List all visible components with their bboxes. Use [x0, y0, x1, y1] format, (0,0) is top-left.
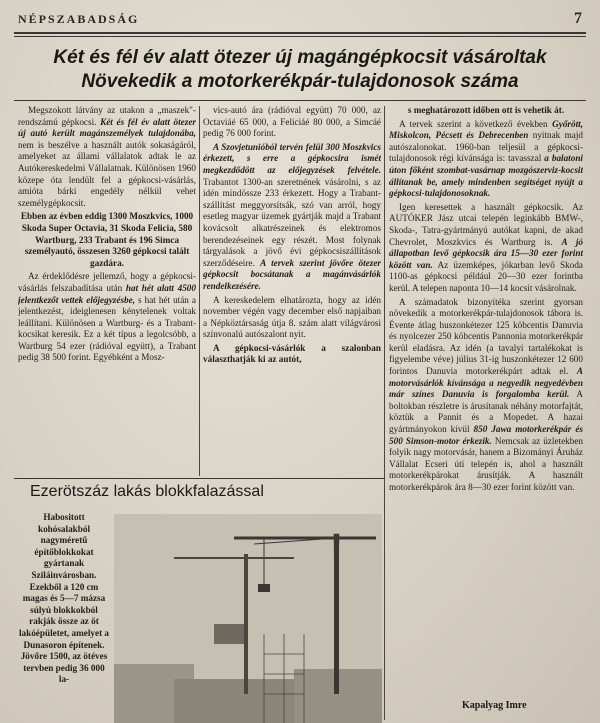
- col2-p2b: Trabantot 1300-an szeretnének vásárolni, s az idén mindössze 233 érkezett. Hogy a Trabant-szállítást meggyorsítsák, szó van arról, hogy esetleg magyar üzemek gyártják majd a Trabant kovácsolt alkatrészeinek és elektromos berendezéseinek egy részét. Most folynak tárgyalások a jövő évi gépkocsiszállítások szerződéseire.: [203, 176, 381, 268]
- page-number: 7: [574, 10, 582, 27]
- article-column-1: [18, 105, 196, 477]
- col3-p2b: Az üzemképes, jókarban levő Skoda 1100-as gépkocsi például 20—30 ezer forintba kerül. A telepen naponta 10—14 kocsit vásárolnak.: [389, 259, 583, 293]
- col3-p3d: Nemcsak az üzletekben folyik nagy motorvásár, hanem a Bizományi Áruház Vállalat Ecseri úti telepén is, ahol a használt motorkerékpárokat árusítják. A használt motorkerékpárok ára 8—30 ezer forint között van.: [389, 435, 583, 492]
- col1-stats: Ebben az évben eddig 1300 Moszkvics, 1000 Skoda Super Octavia, 31 Skoda Felicia, 580 Wartburg, 233 Trabant és 196 Simca személyautó, összesen 3260 gépkocsi talált gazdára.: [20, 211, 194, 268]
- col2-p3: A kereskedelem elhatározta, hogy az idén november végén vagy december első napjaiban a Népköztársaság útja 8. szám alatt világvárosi színvonalú autószalont nyit.: [203, 294, 381, 340]
- col2-p2-emph: A Szovjetunióból tervén felül 300 Moszkvics érkezett, s erre a gépkocsira ismét megkezdődött az előjegyzések felvétele.: [203, 141, 381, 175]
- col3-p3: A számadatok bizonyítéka szerint gyorsan növekedik a motorkerékpár-tulajdonosok tábora is. Évente átlag huszonkétezer 125 köbcentis Danuvia és nyolcezer 250 köbcentis Pannonia motorkerékpár kerül eladásra. Az idén (a tavalyi tartalékokat is figyelembe véve) július 31-ig huszonkétezer 12 600 forintos Danuvia motorkerékpárt adtak el.: [389, 296, 583, 377]
- col3-p0: s meghatározott időben ott is vehetik át.: [407, 105, 565, 115]
- main-headline: [14, 46, 586, 94]
- col3-p1-emph: Győrött, Miskolcon, Pécsett és Debrecenben: [389, 118, 583, 141]
- col3-p2-emph: A jó állapotban levő gépkocsik ára 15—30 ezer forint között van.: [389, 236, 583, 270]
- col2-p2c-emph: A tervek szerint jövőre ötezer gépkocsit bocsátanak a magánvásárlók rendelkezésére.: [203, 257, 381, 291]
- col3-p2: Igen keresettek a használt gépkocsik. Az AUTÓKER Jász utcai telepén leginkább BMW-, Skoda-, Tatra-gyártmányú autókat kapni, de akad Chevrolet, Moszkvics és Wartburg is.: [389, 201, 583, 247]
- column-divider-2: [384, 106, 385, 720]
- sub-article-text: [18, 512, 110, 723]
- headline-line1: Két és fél év alatt ötezer új magángépkocsit vásároltak: [53, 47, 547, 68]
- headline-line2: Növekedik a motorkerékpár-tulajdonosok száma: [81, 71, 519, 92]
- col1-p3b: s hat hét után a jelentkezést, ideiglenesen kénytelenek voltak leállítani. Különösen a Wartburg- és a Trabant-kocsikat keresik. Ez a két típus a legolcsóbb, a Wartburg 54 ezer (rádióval együtt), a Trabant pedig 38 500 forint. Egyébként a Mosz-: [18, 294, 196, 363]
- col3-p1c-emph: a balatoni úton főként szombat-vasárnap mozgószerviz-kocsit állítanak be, amely mindenben segítséget nyújt a gépkocsi-tulajdonosoknak.: [389, 153, 583, 199]
- col3-p1b: nyitnak majd autószalonokat. 1960-ban teljesül a gépkocsi-tulajdonosok régi kívánsága is: tavasszal: [389, 130, 583, 164]
- paper-name: NÉPSZABADSÁG: [18, 11, 140, 26]
- column-divider-1: [199, 106, 200, 476]
- col1-p1-emph: Két és fél év alatt ötezer új autó került magánszemélyek tulajdonába,: [18, 116, 196, 139]
- byline: Kapalyag Imre: [462, 700, 527, 711]
- masthead-rule-thin: [14, 36, 586, 37]
- col3-p3b: A boltokban részletre is árusítanak néhány motorfajtát, köztük a Pannit és a Mopedet. A hazai gyártmányokon kívül: [389, 389, 583, 435]
- masthead: [18, 8, 582, 30]
- col3-p3-emph: A motorvásárlók kívánsága a negyedik negyedévben már színes Danuvia is forgalomba kerül.: [389, 366, 583, 400]
- construction-crane-photo: [114, 514, 382, 723]
- masthead-rule: [14, 32, 586, 34]
- col2-p1: vics-autó ára (rádióval együtt) 70 000, az Octaviáé 65 000, a Feliciáé 80 000, a Simcáé pedig 76 000 forint.: [203, 105, 381, 139]
- headline-rule: [14, 100, 586, 101]
- sub-article-body: Habositott kohósalakból nagyméretű építőblokkokat gyártanak Sziláinvárosban. Ezekből a 120 cm magas és 5—7 mázsa súlyú blokkokból rakják össze az öt lakóépületet, amelyet a Dunasoron építenek. Jövőre 1500, az ötéves tervben pedig 36 000 la-: [18, 512, 110, 685]
- article-column-2: [203, 105, 381, 477]
- col3-p1: A tervek szerint a következő években: [399, 118, 548, 129]
- col2-p4: A gépkocsi-vásárlók a szalonban választhatják ki az autót,: [203, 342, 381, 365]
- col1-p1: Megszokott látvány az utakon a „maszek"-rendszámú gépkocsi.: [18, 105, 196, 127]
- sub-article-headline: Ezerötszáz lakás blokkfalazással: [30, 483, 264, 500]
- col1-p3-emph: hat hét alatt 4500 jelentkezőt vettek előjegyzésbe,: [18, 282, 196, 305]
- crane-illustration: [114, 514, 382, 723]
- sub-article-rule: [14, 478, 384, 479]
- col1-p3: Az érdeklődésre jellemző, hogy a gépkocsi-vásárlás felszabadítása után: [18, 271, 196, 293]
- col3-p3c-emph: 850 Jawa motorkerékpár és 500 Simson-motor érkezik.: [389, 424, 583, 446]
- article-column-3: [389, 105, 583, 699]
- col1-p1b: nem is beszélve a használt autók sokaságáról, amelyeket az állami vállalatok adtak le az Autókereskedelmi Vállalatnak. Különösen 1960 közepe óta lendült fel a gépkocsi-vásárlás, amióta bárki engedély nélkül vehet személygépkocsit.: [18, 139, 196, 208]
